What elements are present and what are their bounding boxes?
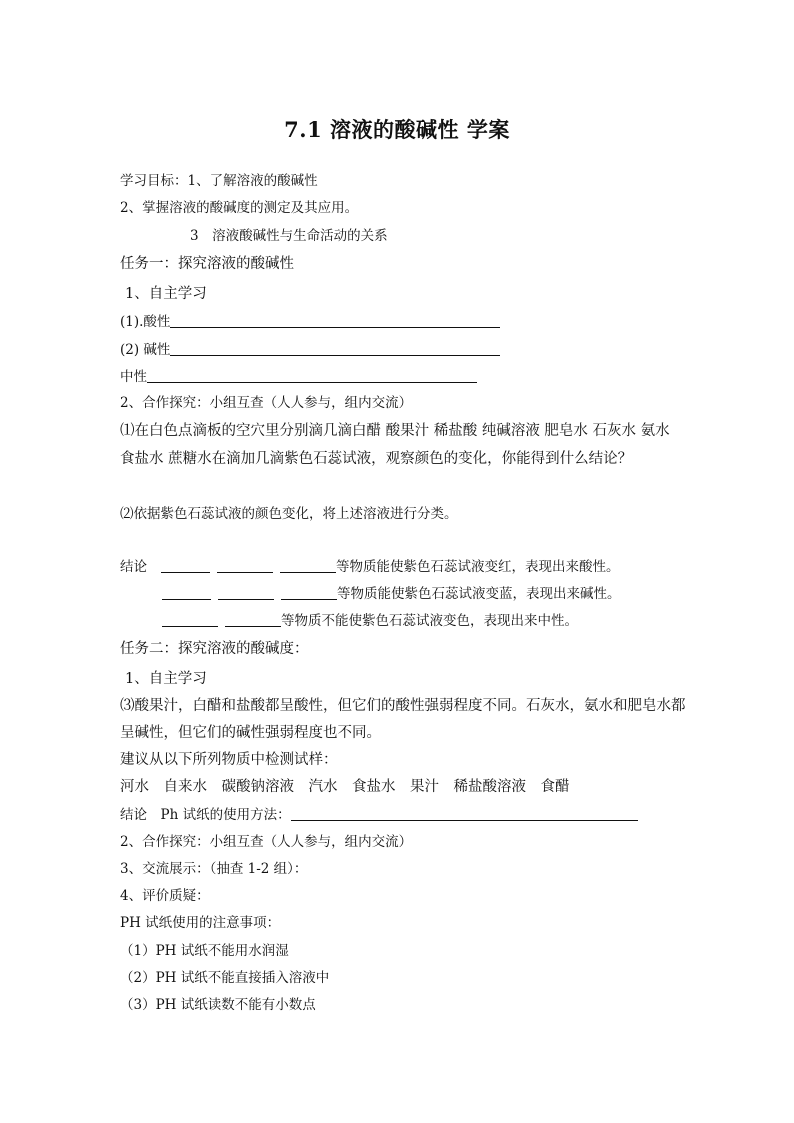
- question1-line2: 食盐水 蔗糖水在滴加几滴紫色石蕊试液，观察颜色的变化，你能得到什么结论？: [120, 451, 633, 467]
- base-line: [120, 341, 500, 359]
- neutral-label: 中性: [120, 369, 147, 385]
- neutral-answer-blank[interactable]: [147, 368, 477, 383]
- conclusion-label: 结论: [120, 559, 147, 575]
- objective-2: 2、掌握溶液的酸碱度的测定及其应用。: [120, 200, 359, 216]
- acid-blank-3[interactable]: [280, 558, 336, 573]
- question1-line1: ⑴在白色点滴板的空穴里分别滴几滴白醋 酸果汁 稀盐酸 纯碱溶液 肥皂水 石灰水 氨水: [120, 423, 670, 439]
- conclusion-neutral-line: [162, 612, 578, 630]
- acid-blank-2[interactable]: [217, 558, 273, 573]
- task1-self-study: 1、自主学习: [125, 286, 207, 302]
- question3-line1: ⑶酸果汁，白醋和盐酸都呈酸性，但它们的酸性强弱程度不同。石灰水，氨水和肥皂水都: [120, 698, 686, 714]
- suggest-samples: 建议从以下所列物质中检测试样：: [120, 752, 338, 768]
- task2-coop: 2、合作探究：小组互查（人人参与，组内交流）: [120, 834, 413, 850]
- ph-note-3: （3）PH 试纸读数不能有小数点: [120, 997, 316, 1013]
- ph-method-line: [120, 806, 638, 824]
- conclusion-base-text: 等物质能使紫色石蕊试液变蓝，表现出来碱性。: [337, 586, 621, 602]
- ph-note-1: （1）PH 试纸不能用水润湿: [120, 943, 289, 959]
- ph-method-blank[interactable]: [291, 806, 638, 821]
- ph-note-2: （2）PH 试纸不能直接插入溶液中: [120, 970, 330, 986]
- task2-eval: 4、评价质疑：: [120, 888, 210, 904]
- acid-blank-1[interactable]: [161, 558, 210, 573]
- acid-line: [120, 313, 500, 331]
- ph-method-label: 结论 Ph 试纸的使用方法：: [120, 807, 291, 823]
- base-blank-1[interactable]: [162, 585, 211, 600]
- page-title: 7.1 溶液的酸碱性 学案: [284, 117, 510, 142]
- base-label: (2) 碱性: [120, 342, 171, 358]
- acid-label: (1).酸性: [120, 314, 171, 330]
- base-blank-3[interactable]: [281, 585, 337, 600]
- ph-notes-heading: PH 试纸使用的注意事项：: [120, 915, 281, 931]
- conclusion-neutral-text: 等物质不能使紫色石蕊试液变色，表现出来中性。: [281, 613, 578, 629]
- task1-coop: 2、合作探究：小组互查（人人参与，组内交流）: [120, 395, 413, 411]
- objective-3: 3 溶液酸碱性与生命活动的关系: [190, 228, 388, 244]
- task1-heading: 任务一：探究溶液的酸碱性: [120, 256, 294, 272]
- objective-1: 学习目标：1、了解溶液的酸碱性: [120, 173, 318, 189]
- task2-show: 3、交流展示：（抽查 1-2 组）：: [120, 861, 308, 877]
- question2: ⑵依据紫色石蕊试液的颜色变化，将上述溶液进行分类。: [120, 506, 458, 522]
- neutral-blank-2[interactable]: [225, 612, 281, 627]
- neutral-line: [120, 368, 477, 386]
- acid-answer-blank[interactable]: [170, 313, 500, 328]
- conclusion-base-line: [162, 585, 621, 603]
- neutral-blank-1[interactable]: [162, 612, 218, 627]
- base-answer-blank[interactable]: [170, 341, 500, 356]
- task2-heading: 任务二：探究溶液的酸碱度：: [120, 641, 309, 657]
- conclusion-acid-text: 等物质能使紫色石蕊试液变红，表现出来酸性。: [336, 559, 620, 575]
- conclusion-acid-line: [120, 558, 620, 576]
- sample-list: 河水 自来水 碳酸钠溶液 汽水 食盐水 果汁 稀盐酸溶液 食醋: [120, 779, 570, 795]
- question3-line2: 呈碱性，但它们的碱性强弱程度也不同。: [120, 725, 381, 741]
- base-blank-2[interactable]: [218, 585, 274, 600]
- task2-self-study: 1、自主学习: [125, 671, 207, 687]
